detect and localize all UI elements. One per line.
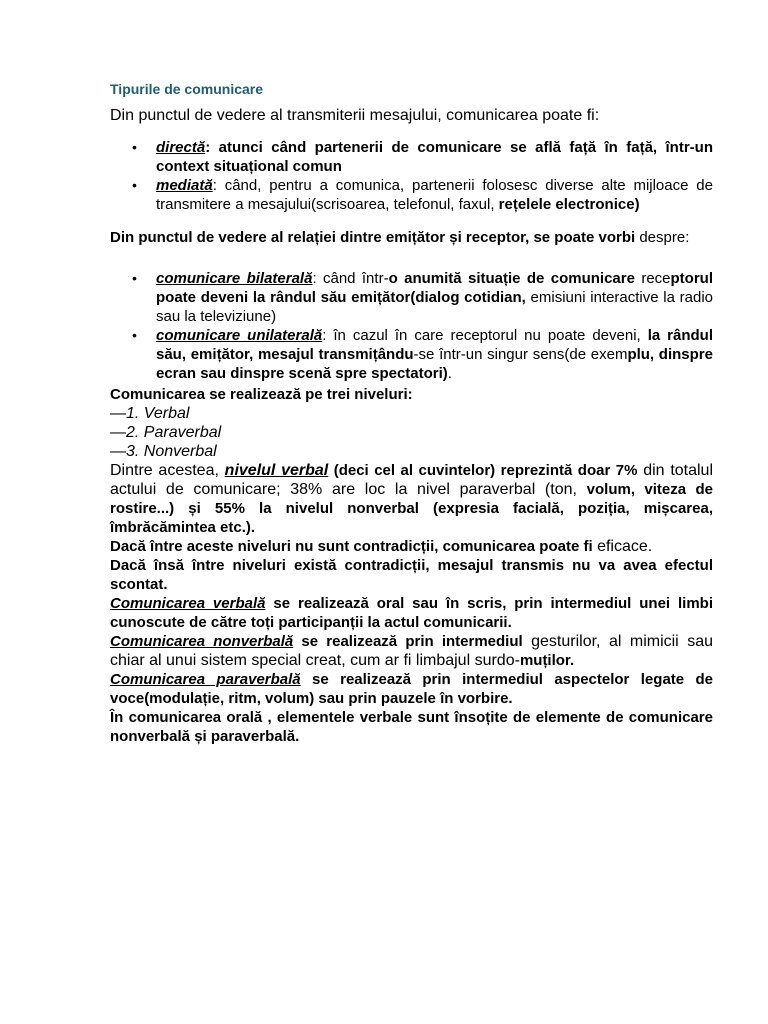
list-item-bilaterala: • comunicare bilaterală: când într-o anumită situație de comunicare receptorul poate deveni la rândul său emițător(dialog cotidian, emisiuni interactive la radio sau la televiziune) bbox=[132, 270, 714, 325]
bullet-icon: • bbox=[132, 177, 137, 193]
bullet-icon: • bbox=[132, 139, 137, 155]
levels-percent-paragraph: Dintre acestea, nivelul verbal (deci cel al cuvintelor) reprezintă doar 7% din totalul actului de comunicare; 38% are loc la nivel paraverbal (ton, volum, viteza de rostire...) și 55% la nivelul nonverbal (expresia facială, poziția, mișcarea, îmbrăcămintea etc.). bbox=[110, 462, 714, 536]
level-item: —1. Verbal bbox=[110, 405, 190, 422]
term-directa: directă bbox=[156, 139, 206, 156]
list-item-mediata: • mediată: când, pentru a comunica, partenerii folosesc diverse alte mijloace de transmitere a mesajului(scrisoarea, telefonul, faxul, rețelele electronice) bbox=[132, 177, 713, 213]
level-item: —2. Paraverbal bbox=[110, 424, 222, 441]
oral-communication-paragraph: În comunicarea orală , elementele verbale sunt însoțite de elemente de comunicare nonverbală și paraverbală. bbox=[110, 709, 713, 745]
list-item-unilaterala: • comunicare unilaterală: în cazul în care receptorul nu poate deveni, la rândul său, emițător, mesajul transmițându-se într-un singur sens(de exemplu, dinspre ecran sau dinspre scenă spre spectatori). bbox=[132, 327, 714, 382]
nonverbal-paragraph: Comunicarea nonverbală se realizează prin intermediul gesturilor, al mimicii sau chiar al unui sistem special creat, cum ar fi limbajul surdo-muților. bbox=[110, 633, 713, 669]
paraverbal-paragraph: Comunicarea paraverbală se realizează prin intermediul aspectelor legate de voce(modulație, ritm, volum) sau prin pauzele în vorbire. bbox=[110, 671, 714, 707]
relation-types-list bbox=[110, 269, 713, 383]
term-unilaterala: comunicare unilaterală bbox=[156, 327, 323, 344]
bullet-icon: • bbox=[132, 327, 137, 343]
no-contradictions-paragraph: Dacă între aceste niveluri nu sunt contradicții, comunicarea poate fi eficace. bbox=[110, 538, 653, 555]
list-item-directa: • directă: atunci când partenerii de comunicare se află față în față, într-un context situațional comun bbox=[132, 139, 713, 175]
bullet-icon: • bbox=[132, 270, 137, 286]
term-mediata: mediată bbox=[156, 177, 213, 194]
term-bilaterala: comunicare bilaterală bbox=[156, 270, 313, 287]
term-comunicarea-nonverbala: Comunicarea nonverbală bbox=[110, 633, 294, 650]
intro-line: Din punctul de vedere al transmiterii mesajului, comunicarea poate fi: bbox=[110, 107, 600, 124]
term-comunicarea-paraverbala: Comunicarea paraverbală bbox=[110, 671, 301, 688]
levels-intro: Comunicarea se realizează pe trei niveluri: bbox=[110, 386, 413, 403]
section-heading: Tipurile de comunicare bbox=[110, 81, 264, 97]
term-nivelul-verbal: nivelul verbal bbox=[224, 462, 329, 479]
transmission-types-list bbox=[110, 138, 713, 214]
verbal-paragraph: Comunicarea verbală se realizează oral sau în scris, prin intermediul unei limbi cunoscute de către toți participanții la actul comunicarii. bbox=[110, 595, 713, 631]
document-body bbox=[110, 70, 713, 746]
contradictions-paragraph: Dacă însă între niveluri există contradicții, mesajul transmis nu va avea efectul scontat. bbox=[110, 557, 713, 593]
relation-paragraph: Din punctul de vedere al relației dintre emițător și receptor, se poate vorbi despre: bbox=[110, 229, 690, 246]
level-item: —3. Nonverbal bbox=[110, 443, 217, 460]
term-comunicarea-verbala: Comunicarea verbală bbox=[110, 595, 266, 612]
